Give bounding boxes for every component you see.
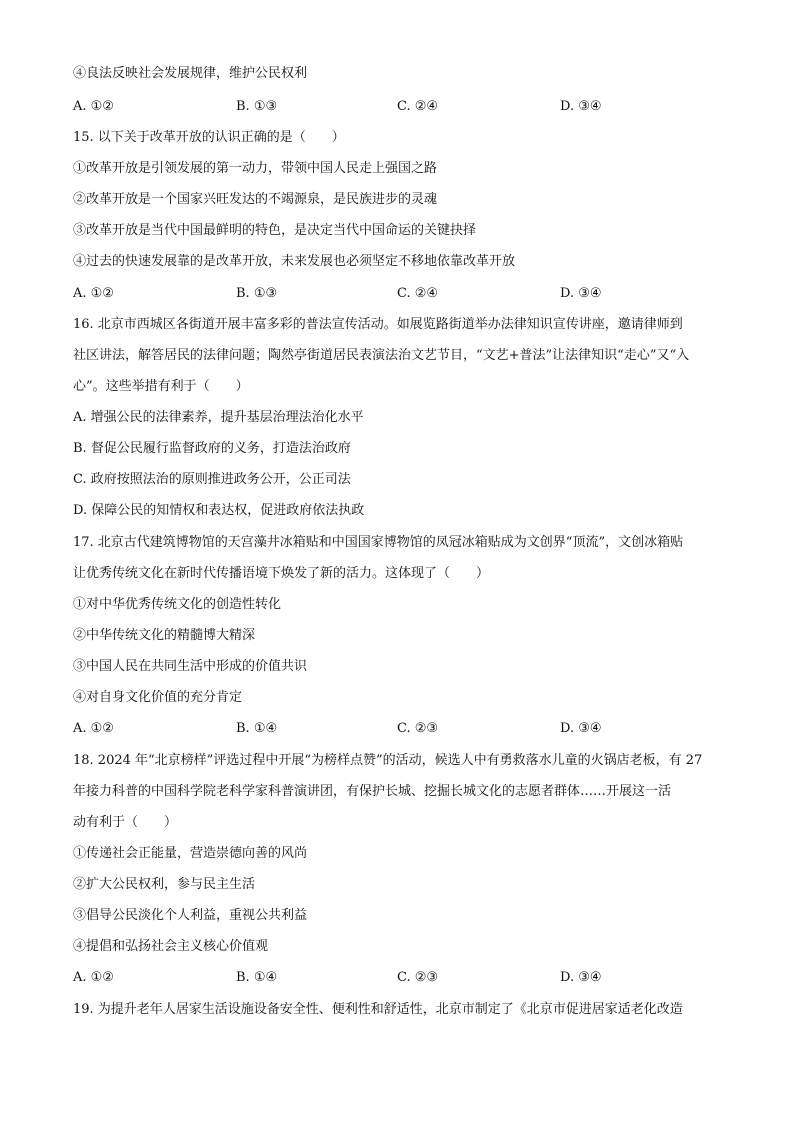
q18-option-c: C. ②③ xyxy=(397,970,439,985)
q19-stem-line-1: 19. 为提升老年人居家生活设施设备安全性、便利性和舒适性，北京市制定了《北京市促进居家适老化改造 xyxy=(73,1002,683,1017)
q15-option-b: B. ①③ xyxy=(236,286,278,301)
q18-options xyxy=(73,968,723,988)
q16-stem-line-2: 社区讲法，解答居民的法律问题；陶然亭街道居民表演法治文艺节目，“文艺+普法”让法律知识“走心”又“入 xyxy=(73,348,690,363)
q18-option-d: D. ③④ xyxy=(560,970,602,985)
q17-option-a: A. ①② xyxy=(73,721,114,736)
q16-option-c: C. 政府按照法治的原则推进政务公开，公正司法 xyxy=(73,472,351,487)
q18-item-4: ④提倡和弘扬社会主义核心价值观 xyxy=(73,939,269,954)
q15-options xyxy=(73,284,723,304)
q15-option-a: A. ①② xyxy=(73,286,114,301)
q17-stem-line-1: 17. 北京古代建筑博物馆的天宫藻井冰箱贴和中国国家博物馆的凤冠冰箱贴成为文创界“顶流”，文创冰箱贴 xyxy=(73,535,684,550)
q14-option-b: B. ①③ xyxy=(236,99,278,114)
q16-stem-line-3: 心”。这些举措有利于（ ） xyxy=(73,379,249,394)
q17-options xyxy=(73,719,723,739)
q14-option-d: D. ③④ xyxy=(560,99,602,114)
q18-option-a: A. ①② xyxy=(73,970,114,985)
q14-item-4: ④良法反映社会发展规律，维护公民权利 xyxy=(73,66,308,81)
q17-item-1: ①对中华优秀传统文化的创造性转化 xyxy=(73,597,282,612)
q16-option-b: B. 督促公民履行监督政府的义务，打造法治政府 xyxy=(73,441,351,456)
q14-option-c: C. ②④ xyxy=(397,99,439,114)
q15-item-4: ④过去的快速发展靠的是改革开放，未来发展也必须坚定不移地依靠改革开放 xyxy=(73,254,516,269)
q18-item-3: ③倡导公民淡化个人利益，重视公共利益 xyxy=(73,908,308,923)
q15-item-3: ③改革开放是当代中国最鲜明的特色，是决定当代中国命运的关键抉择 xyxy=(73,223,477,238)
q17-item-2: ②中华传统文化的精髓博大精深 xyxy=(73,628,256,643)
q18-stem-line-1: 18. 2024 年“北京榜样”评选过程中开展“为榜样点赞”的活动，候选人中有勇救落水儿童的火锅店老板，有 27 xyxy=(73,753,703,768)
q15-stem: 15. 以下关于改革开放的认识正确的是（ ） xyxy=(73,130,345,145)
q15-option-d: D. ③④ xyxy=(560,286,602,301)
q16-stem-line-1: 16. 北京市西城区各街道开展丰富多彩的普法宣传活动。如展览路街道举办法律知识宣传讲座，邀请律师到 xyxy=(73,317,683,332)
q17-option-c: C. ②③ xyxy=(397,721,439,736)
q14-option-a: A. ①② xyxy=(73,99,114,114)
q17-item-3: ③中国人民在共同生活中形成的价值共识 xyxy=(73,659,308,674)
q17-stem-line-2: 让优秀传统文化在新时代传播语境下焕发了新的活力。这体现了（ ） xyxy=(73,566,490,581)
q18-option-b: B. ①④ xyxy=(236,970,278,985)
q18-stem-line-3: 动有利于（ ） xyxy=(73,815,178,830)
q15-item-2: ②改革开放是一个国家兴旺发达的不竭源泉，是民族进步的灵魂 xyxy=(73,192,438,207)
q14-options xyxy=(73,97,723,117)
q16-option-a: A. 增强公民的法律素养，提升基层治理法治化水平 xyxy=(73,410,364,425)
q17-option-b: B. ①④ xyxy=(236,721,278,736)
q16-option-d: D. 保障公民的知情权和表达权，促进政府依法执政 xyxy=(73,503,365,518)
q18-item-2: ②扩大公民权利，参与民主生活 xyxy=(73,877,256,892)
q17-option-d: D. ③④ xyxy=(560,721,602,736)
q15-item-1: ①改革开放是引领发展的第一动力，带领中国人民走上强国之路 xyxy=(73,161,438,176)
q17-item-4: ④对自身文化价值的充分肯定 xyxy=(73,690,243,705)
q15-option-c: C. ②④ xyxy=(397,286,439,301)
q18-item-1: ①传递社会正能量，营造崇德向善的风尚 xyxy=(73,846,308,861)
q18-stem-line-2: 年接力科普的中国科学院老科学家科普演讲团，有保护长城、挖掘长城文化的志愿者群体……开展这一活 xyxy=(73,784,672,799)
